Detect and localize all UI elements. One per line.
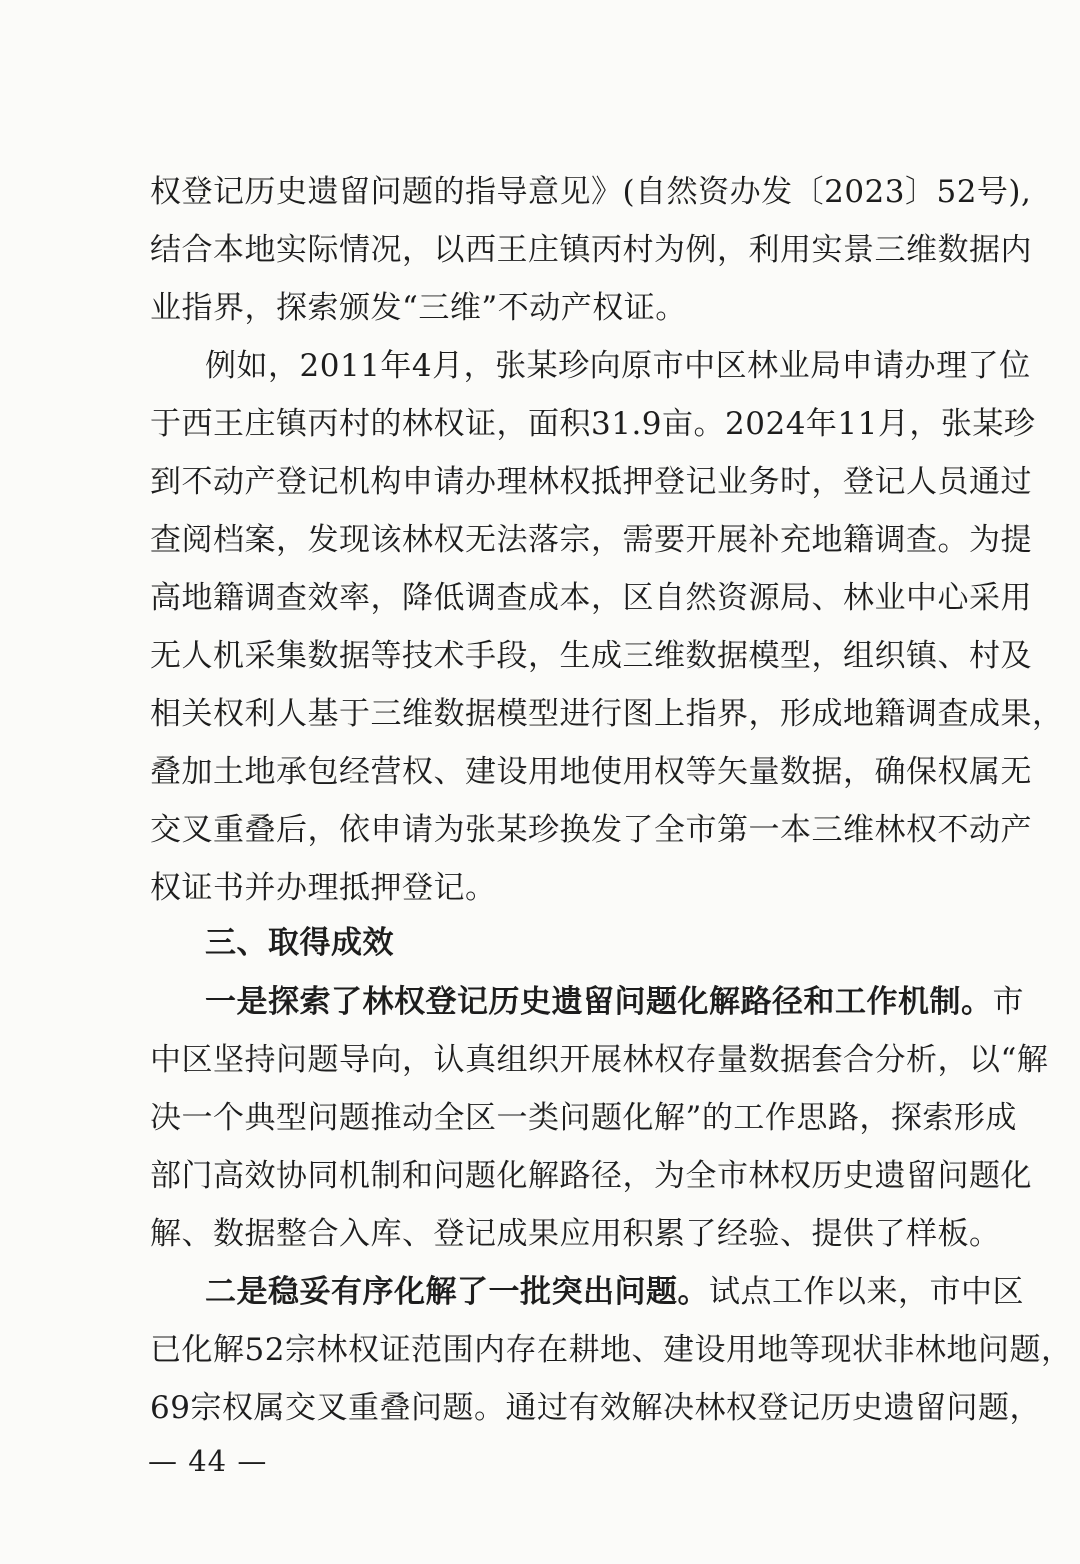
body-line: 高地籍调查效率，降低调查成本，区自然资源局、林业中心采用 (150, 580, 1032, 616)
body-line: 69宗权属交叉重叠问题。通过有效解决林权登记历史遗留问题， (150, 1390, 1041, 1426)
body-line: 例如，2011年4月，张某珍向原市中区林业局申请办理了位 (205, 348, 1031, 384)
page-number: — 44 — (148, 1444, 268, 1478)
body-line: 交叉重叠后，依申请为张某珍换发了全市第一本三维林权不动产 (150, 812, 1032, 848)
body-line: 解、数据整合入库、登记成果应用积累了经验、提供了样板。 (150, 1216, 1001, 1252)
body-line: 查阅档案，发现该林权无法落宗，需要开展补充地籍调查。为提 (150, 522, 1032, 558)
body-line: 中区坚持问题导向，认真组织开展林权存量数据套合分析，以“解 (150, 1042, 1049, 1078)
body-line-lead (205, 1272, 1024, 1312)
body-line: 无人机采集数据等技术手段，生成三维数据模型，组织镇、村及 (150, 638, 1032, 674)
body-line: 已化解52宗林权证范围内存在耕地、建设用地等现状非林地问题， (150, 1332, 1073, 1368)
body-line: 决一个典型问题推动全区一类问题化解”的工作思路，探索形成 (150, 1100, 1017, 1136)
body-line: 到不动产登记机构申请办理林权抵押登记业务时，登记人员通过 (150, 464, 1032, 500)
bold-lead-text: 二是稳妥有序化解了一批突出问题。 (205, 1274, 709, 1310)
body-line: 叠加土地承包经营权、建设用地使用权等矢量数据，确保权属无 (150, 754, 1032, 790)
body-line: 部门高效协同机制和问题化解路径，为全市林权历史遗留问题化 (150, 1158, 1032, 1194)
section-heading: 三、取得成效 (205, 925, 394, 961)
body-line: 相关权利人基于三维数据模型进行图上指界，形成地籍调查成果， (150, 696, 1064, 732)
body-line: 权证书并办理抵押登记。 (150, 870, 497, 906)
bold-lead-text: 一是探索了林权登记历史遗留问题化解路径和工作机制。 (205, 984, 993, 1020)
body-line: 于西王庄镇丙村的林权证，面积31.9亩。2024年11月，张某珍 (150, 406, 1036, 442)
body-line: 权登记历史遗留问题的指导意见》(自然资办发〔2023〕52号), (150, 174, 1032, 210)
body-line: 业指界，探索颁发“三维”不动产权证。 (150, 290, 687, 326)
body-text: 试点工作以来，市中区 (709, 1274, 1024, 1310)
body-text: 市 (992, 984, 1024, 1020)
body-line: 结合本地实际情况，以西王庄镇丙村为例，利用实景三维数据内 (150, 232, 1032, 268)
body-line-lead (205, 982, 1024, 1022)
